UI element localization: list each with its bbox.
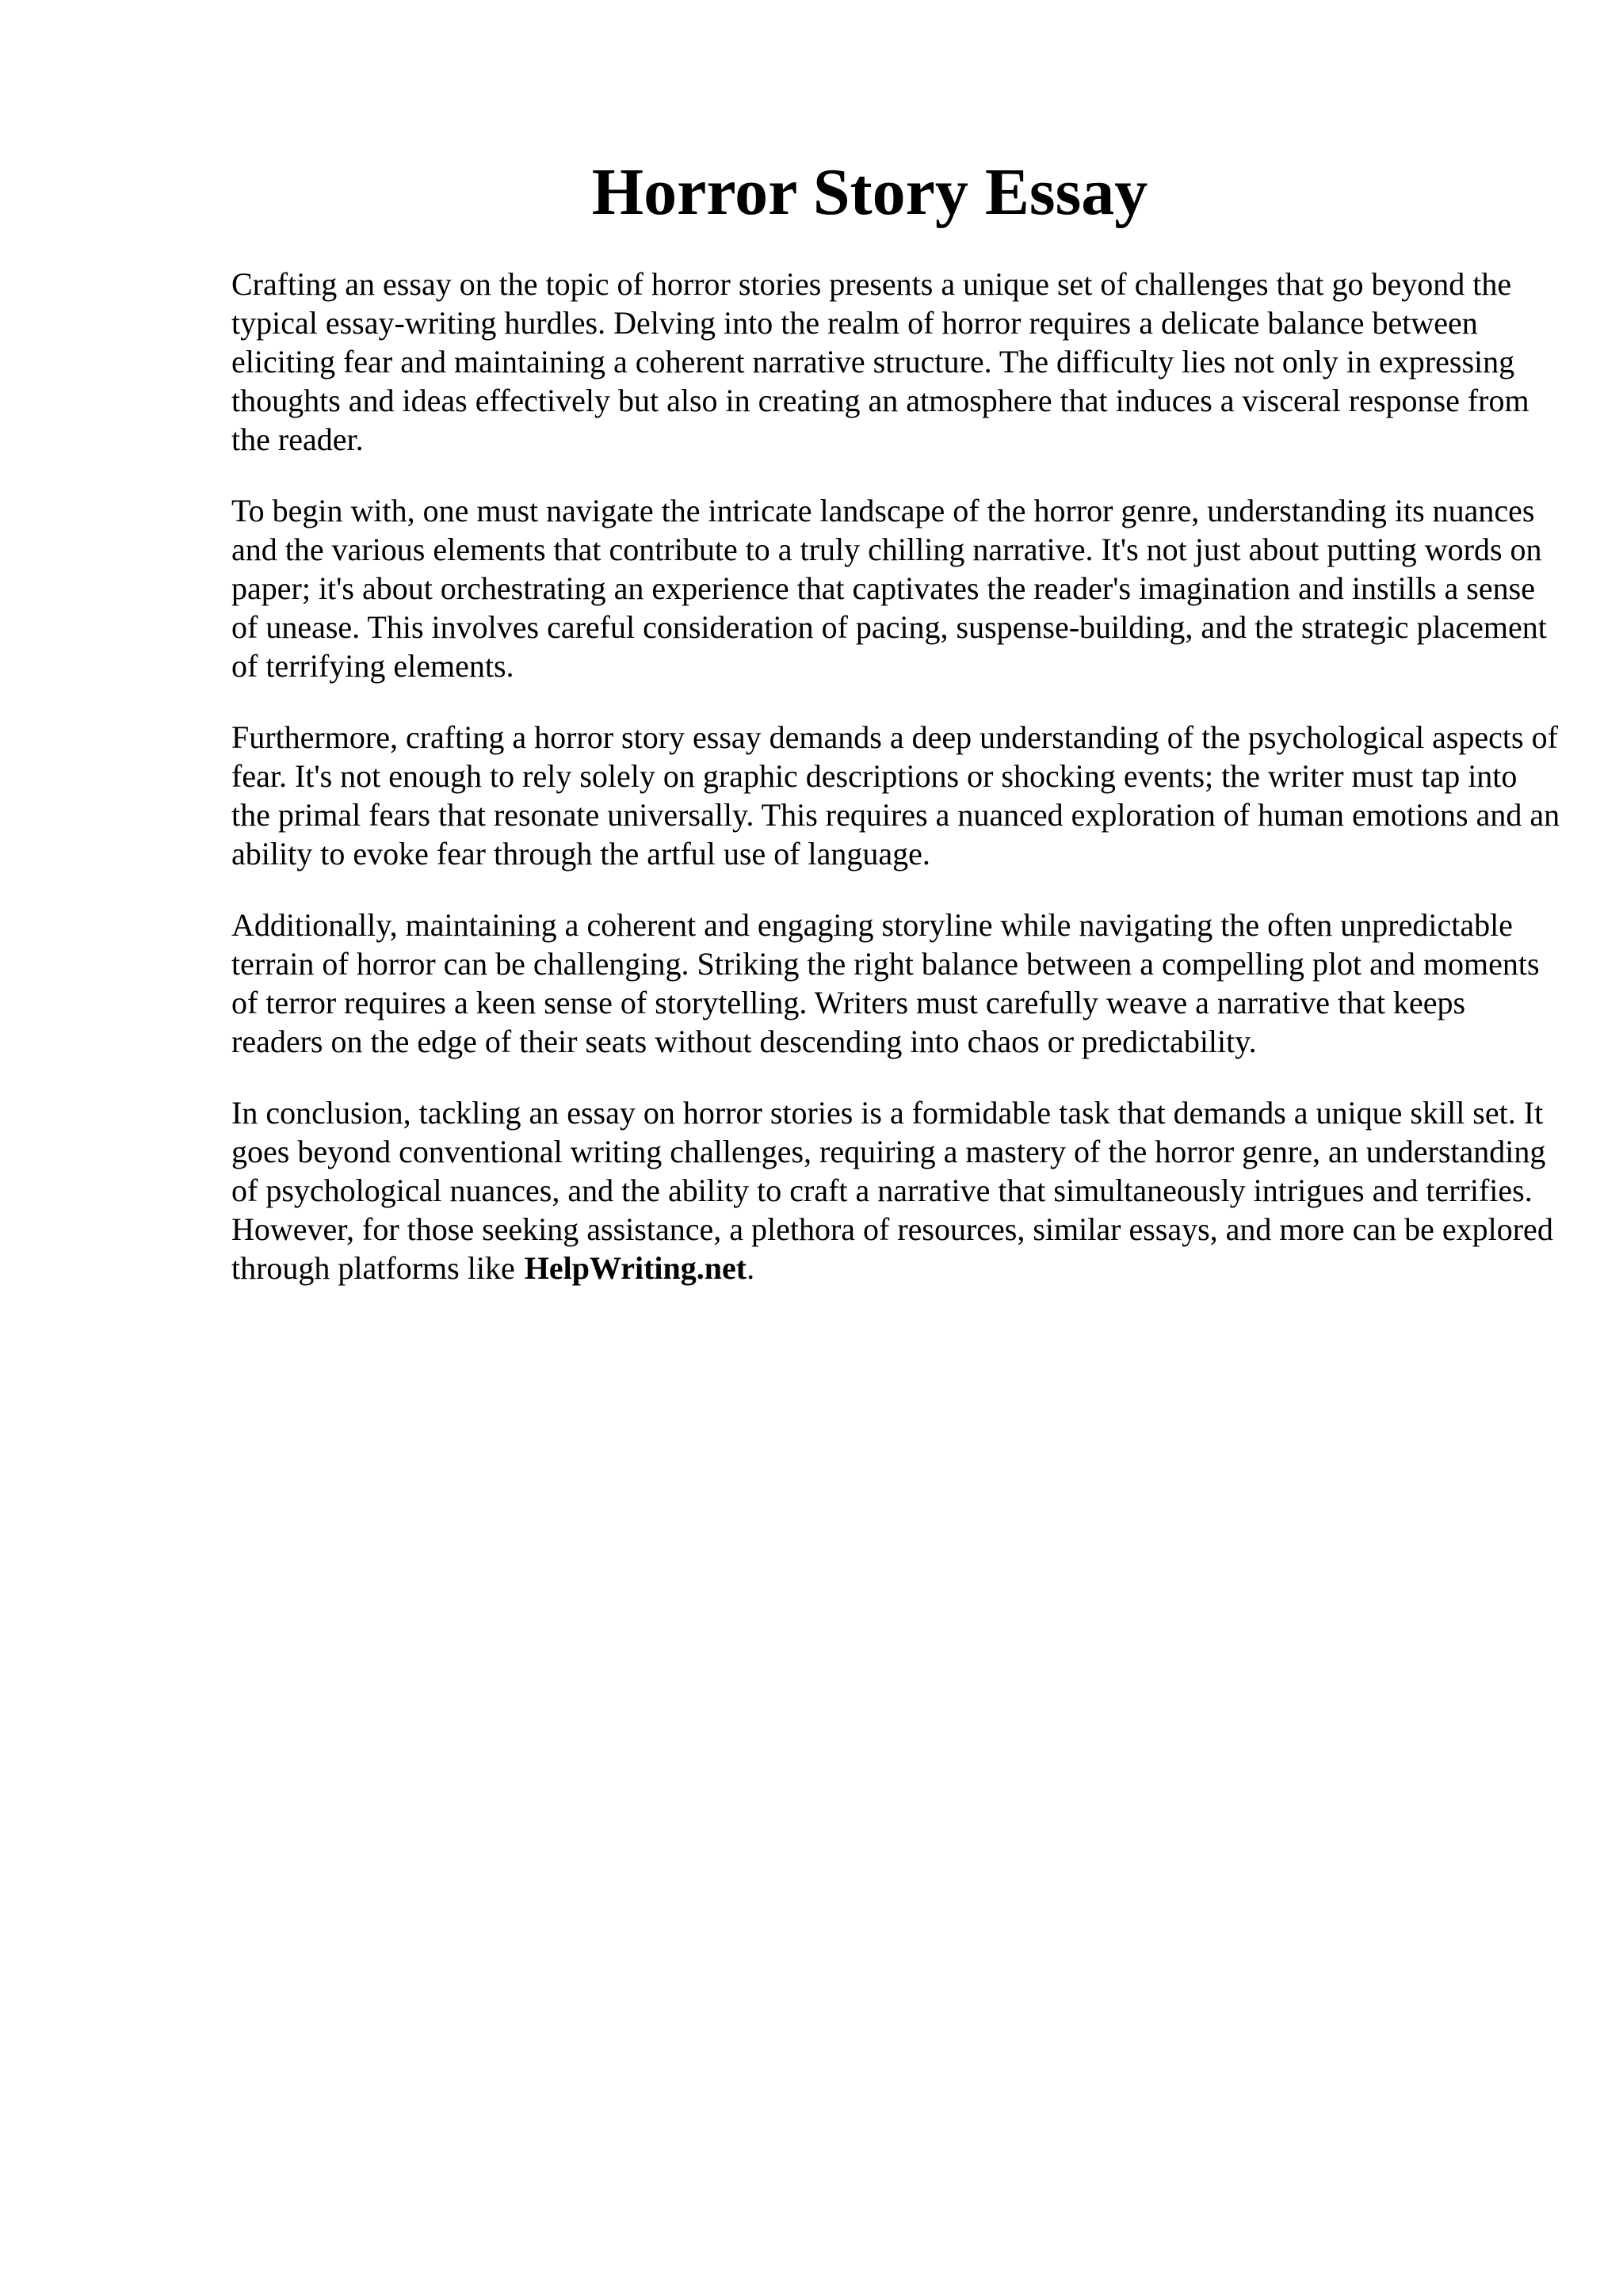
helpwriting-link[interactable]: HelpWriting.net (524, 1250, 747, 1286)
paragraph-4: Additionally, maintaining a coherent and engaging storyline while navigating the often unpredictable terrain of horror can be challenging. Striking the right balance between a compelling plot and moments of terror requires a keen sense of storytelling. Writers must carefully weave a narrative that keeps readers on the edge of their seats without descending into chaos or predictability. (231, 907, 1540, 1059)
paragraph-2: To begin with, one must navigate the intricate landscape of the horror genre, understanding its nuances and the various elements that contribute to a truly chilling narrative. It's not just about putting words on paper; it's about orchestrating an experience that captivates the reader's imagination and instills a sense of unease. This involves careful consideration of pacing, suspense-building, and the strategic placement of terrifying elements. (231, 493, 1547, 684)
paragraph-conclusion (231, 1093, 1563, 1287)
conclusion-text: In conclusion, tackling an essay on horror stories is a formidable task that demands a unique skill set. It goes beyond conventional writing challenges, requiring a mastery of the horror genre, an understanding of psychological nuances, and the ability to craft a narrative that simultaneously intrigues and terrifies. However, for those seeking assistance, a plethora of resources, similar essays, and more can be explored through platforms like (231, 1095, 1553, 1286)
essay-body (231, 265, 1563, 1320)
paragraph-3: Furthermore, crafting a horror story essay demands a deep understanding of the psychological aspects of fear. It's not enough to rely solely on graphic descriptions or shocking events; the writer must tap into the primal fears that resonate universally. This requires a nuanced exploration of human emotions and an ability to evoke fear through the artful use of language. (231, 719, 1560, 871)
page-title: Horror Story Essay (591, 155, 1148, 229)
conclusion-period: . (747, 1250, 755, 1286)
paragraph-1: Crafting an essay on the topic of horror stories presents a unique set of challenges that go beyond the typical essay-writing hurdles. Delving into the realm of horror requires a delicate balance between eliciting fear and maintaining a coherent narrative structure. The difficulty lies not only in expressing thoughts and ideas effectively but also in creating an atmosphere that induces a visceral response from the reader. (231, 266, 1529, 457)
